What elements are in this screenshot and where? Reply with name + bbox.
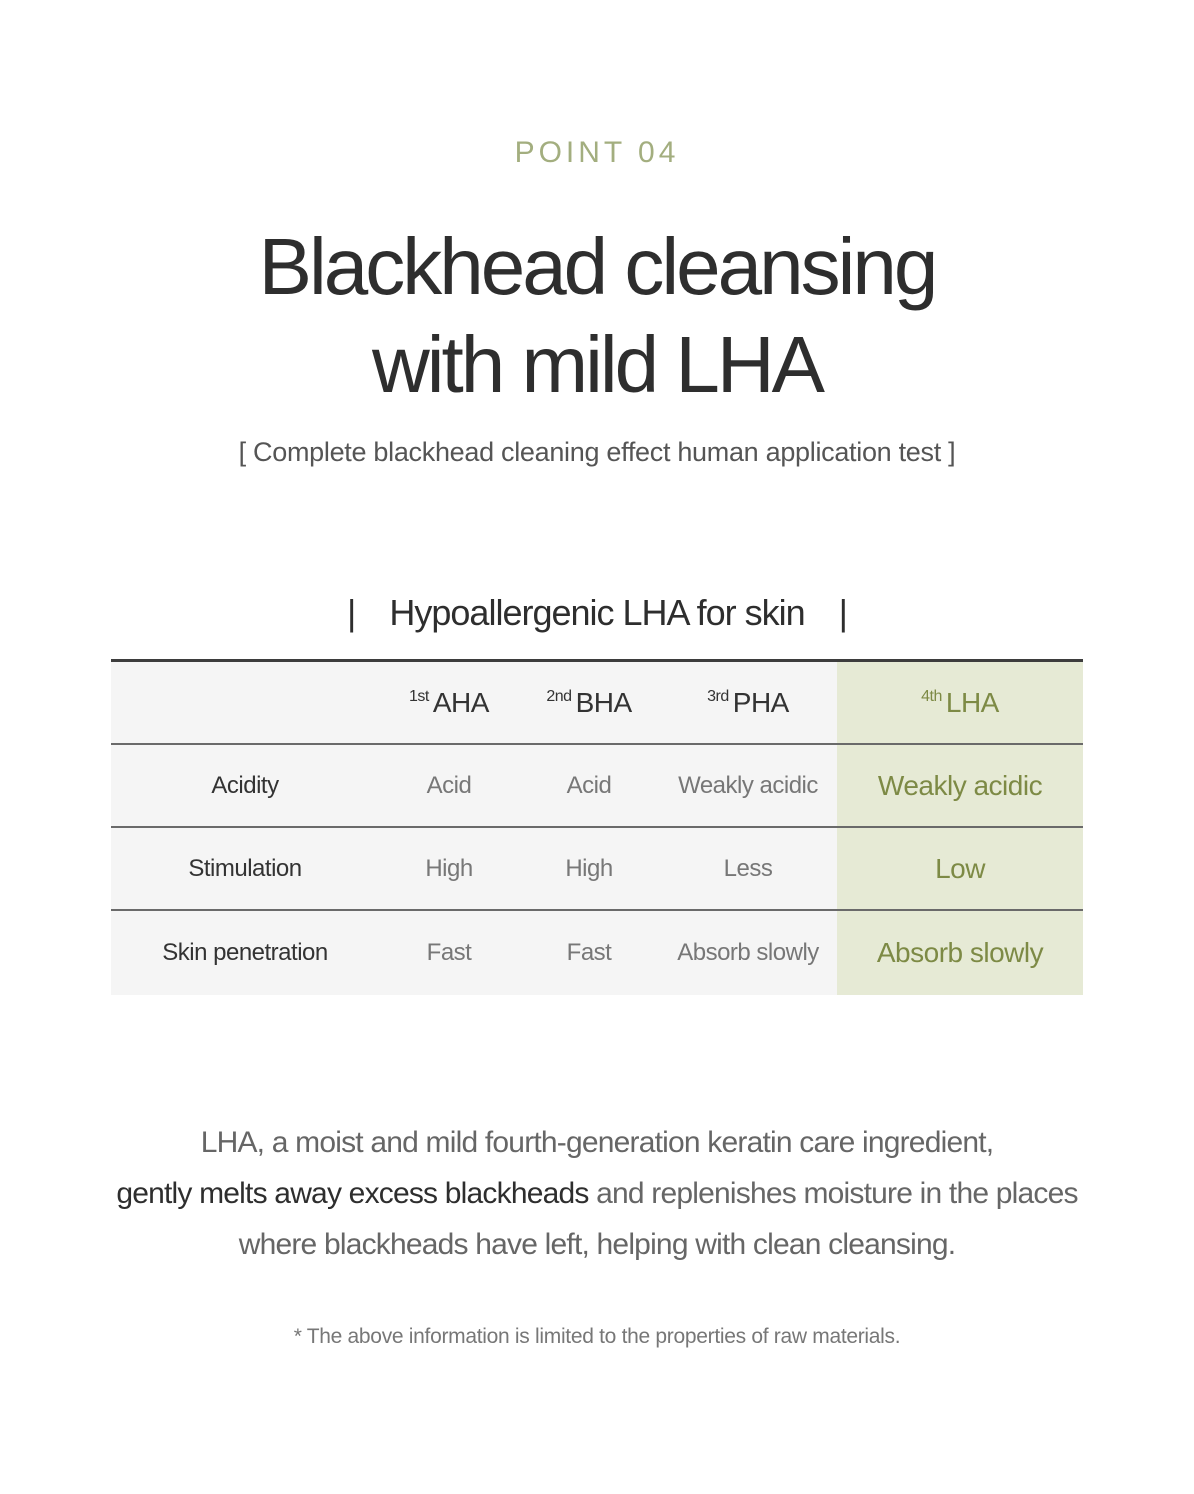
table-cell: High: [425, 854, 473, 882]
table-title: [0, 592, 1194, 634]
table-header-row: [111, 662, 1083, 745]
headline: [0, 218, 1194, 414]
header-ordinal: 1st: [409, 687, 429, 705]
title-bar-left: |: [347, 592, 356, 633]
header-empty-cell: [111, 662, 379, 743]
footnote: * The above information is limited to the properties of raw materials.: [293, 1325, 901, 1348]
description-line-3: where blackheads have left, helping with clean cleansing.: [238, 1228, 956, 1261]
table-cell: Acid: [426, 771, 472, 799]
description-line-1: LHA, a moist and mild fourth-generation keratin care ingredient,: [200, 1126, 994, 1159]
row-label: Stimulation: [188, 854, 302, 882]
description-line-2-rest: and replenishes moisture in the places: [588, 1177, 1078, 1210]
header-cell-pha: [659, 662, 837, 743]
table-title-text: Hypoallergenic LHA for skin: [389, 592, 805, 633]
comparison-table: [111, 659, 1083, 995]
table-row-acidity: [111, 745, 1083, 828]
header-cell-lha: [837, 662, 1083, 743]
table-row-skin-penetration: [111, 911, 1083, 995]
row-label: Skin penetration: [162, 939, 328, 966]
header-cell-aha: [379, 662, 519, 743]
header-name: LHA: [945, 686, 999, 718]
table-row-stimulation: [111, 828, 1083, 911]
header-name: PHA: [732, 686, 789, 718]
header-name: BHA: [575, 686, 632, 718]
subtitle: [ Complete blackhead cleaning effect human application test ]: [238, 437, 956, 467]
header-name: AHA: [432, 686, 489, 718]
table-cell: High: [565, 854, 613, 882]
table-cell: Less: [723, 854, 773, 882]
description: [0, 1117, 1194, 1270]
table-cell: Fast: [566, 939, 612, 966]
title-bar-right: |: [838, 592, 847, 633]
header-cell-bha: [519, 662, 659, 743]
header-ordinal: 2nd: [546, 687, 572, 705]
headline-line-2: with mild LHA: [371, 320, 823, 409]
table-cell: Acid: [566, 771, 612, 799]
description-line-2: [0, 1168, 1194, 1219]
point-label: POINT 04: [514, 136, 680, 169]
highlight-cell: Low: [837, 828, 1083, 909]
table-cell: Fast: [426, 939, 472, 966]
table-cell: Absorb slowly: [677, 939, 819, 966]
header-ordinal: 3rd: [707, 687, 729, 705]
headline-line-1: Blackhead cleansing: [258, 222, 936, 311]
header-ordinal: 4th: [921, 687, 942, 705]
table-cell: Weakly acidic: [678, 771, 818, 799]
row-label: Acidity: [211, 771, 279, 799]
highlight-cell: Absorb slowly: [837, 911, 1083, 995]
description-emphasis: gently melts away excess blackheads: [116, 1177, 589, 1210]
highlight-cell: Weakly acidic: [837, 745, 1083, 826]
